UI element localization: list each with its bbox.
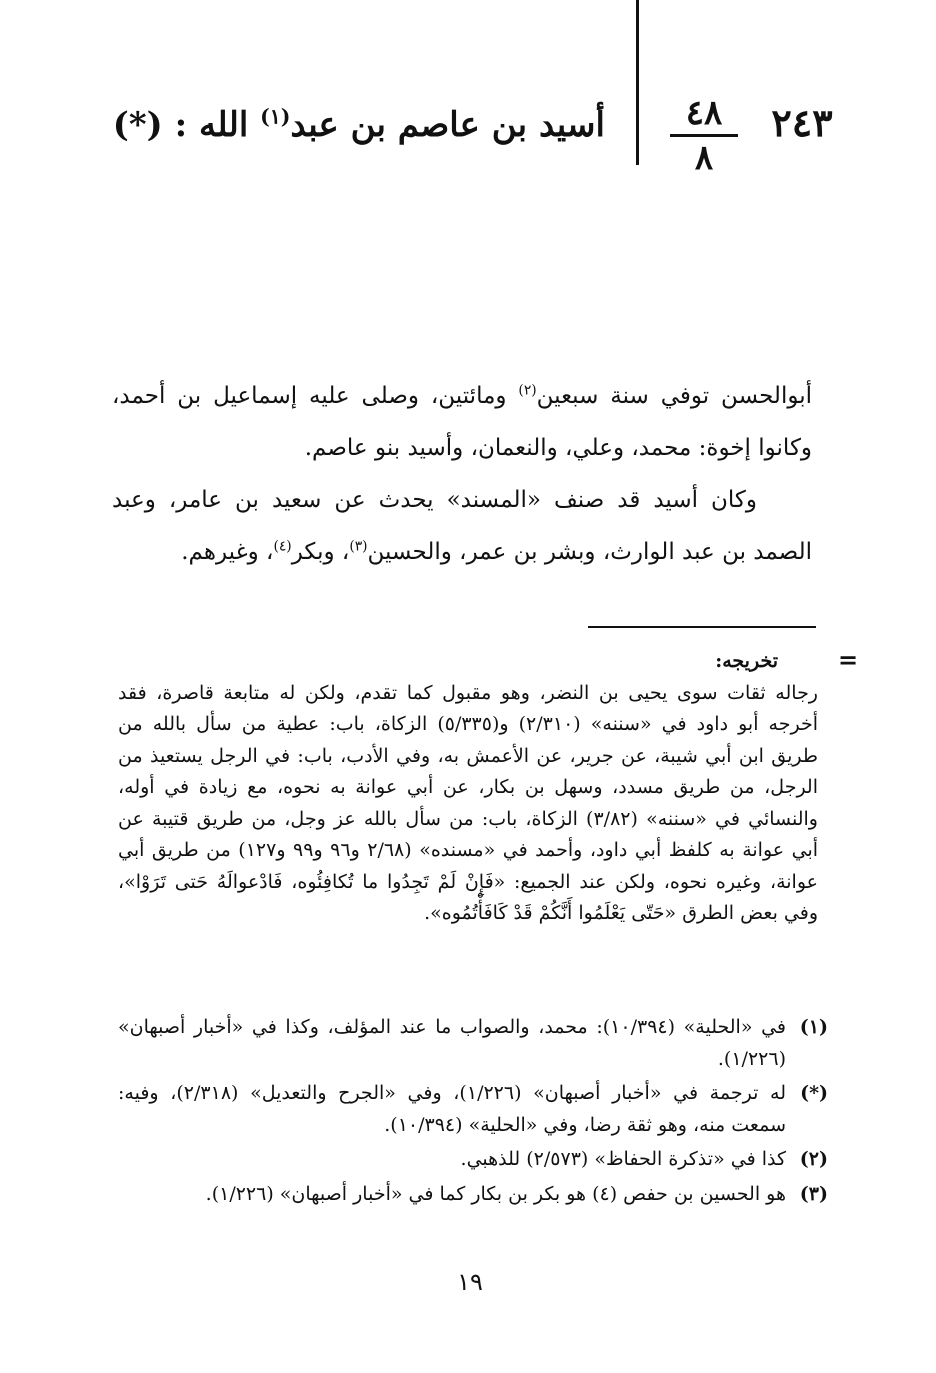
header-divider xyxy=(636,0,639,165)
footnote-star xyxy=(118,1078,828,1141)
footnote-3-4 xyxy=(118,1179,828,1211)
p1-text-a: أبوالحسن توفي سنة سبعين xyxy=(536,383,813,409)
takhrij-text: رجاله ثقات سوى يحيى بن النضر، وهو مقبول كما تقدم، ولكن له متابعة قاصرة، فقد أخرجه أبو داود في «سننه» (٢/٣١٠) و(٥/٣٣٥) الزكاة، باب: عطية من سأل بالله من طريق ابن أبي شيبة، عن جرير، عن الأعمش به، وفي الأدب، باب: في الرجل يستعيذ من الرجل، من طريق مسدد، وسهل بن بكار، عن أبي عوانة به نحوه، مع زيادة في أوله، والنسائي في «سننه» (٣/٨٢) الزكاة، باب: من سأل بالله عز وجل، من طريق قتيبة عن أبي عوانة به كلفظ أبي داود، وأحمد في «مسنده» (٢/٦٨ و٩٦ و٩٩ و١٢٧) من طريق أبي عوانة، وغيره نحوه، ولكن عند الجميع: «فَإِنْ لَمْ تَجِدُوا ما تُكافِئُوه، فَادْعوالَهُ حَتى تَرَوْا»، وفي بعض الطرق «حَتّى يَعْلَمُوا أَنَّكُمْ قَدْ كَافَأْتُمُوه». xyxy=(118,681,819,924)
fraction-numerator: ٤٨ xyxy=(685,93,723,133)
p2-text-b: ، وبكر xyxy=(291,539,350,565)
page-number: ١٩ xyxy=(457,1268,483,1296)
takhrij-section xyxy=(118,646,818,930)
footnote-text: في «الحلية» (١٠/٣٩٤): محمد، والصواب ما عند المؤلف، وكذا في «أخبار أصبهان» (١/٢٢٦). xyxy=(118,1016,786,1070)
takhrij-heading: تخريجه: xyxy=(715,650,778,672)
p2-text-c: ، وغيرهم. xyxy=(181,539,274,565)
footnote-ref-2: (٢) xyxy=(518,382,537,399)
footnote-ref-4: (٤) xyxy=(273,538,292,555)
fraction-bar xyxy=(670,134,738,137)
p2-text-a: وكان أسيد قد صنف «المسند» يحدث عن سعيد بن عامر، وعبد الصمد بن عبد الوارث، وبشر بن عمر، والحسين xyxy=(112,487,812,565)
main-text xyxy=(112,370,812,578)
footnote-text: هو الحسين بن حفص (٤) هو بكر بن بكار كما في «أخبار أصبهان» (١/٢٢٦). xyxy=(205,1182,786,1205)
footnote-1 xyxy=(118,1012,828,1075)
entry-title xyxy=(112,104,605,145)
footnote-ref-3: (٣) xyxy=(349,538,368,555)
footnote-number: (٣) xyxy=(799,1182,828,1205)
footnote-text: له ترجمة في «أخبار أصبهان» (١/٢٢٦)، وفي «الجرح والتعديل» (٢/٣١٨)، وفيه: سمعت منه، وهو ثقة رضا، وفي «الحلية» (١٠/٣٩٤). xyxy=(118,1082,787,1136)
entry-number: ٢٤٣ xyxy=(771,100,833,145)
footnote-number: (٢) xyxy=(799,1148,828,1170)
footnote-rule xyxy=(588,626,816,628)
paragraph-2 xyxy=(112,474,812,578)
paragraph-1 xyxy=(112,370,812,474)
footnote-text: كذا في «تذكرة الحفاظ» (٢/٥٧٣) للذهبي. xyxy=(460,1148,786,1170)
title-footnote-ref: (١) xyxy=(260,104,291,129)
footnotes xyxy=(118,1012,828,1213)
continuation-mark: = xyxy=(838,645,859,674)
fraction-denominator: ٨ xyxy=(694,138,714,178)
footnote-2 xyxy=(118,1144,828,1176)
title-main: أسيد بن عاصم بن عبد xyxy=(290,105,605,145)
entry-fraction xyxy=(664,93,744,178)
footnote-number: (١) xyxy=(799,1016,828,1038)
title-end: الله : (*) xyxy=(112,105,261,145)
footnote-number: (*) xyxy=(800,1082,828,1104)
p1-text-b: ومائتين، وصلى عليه إسماعيل بن أحمد، وكانوا إخوة: محمد، وعلي، والنعمان، وأسيد بنو عاصم. xyxy=(112,383,812,461)
